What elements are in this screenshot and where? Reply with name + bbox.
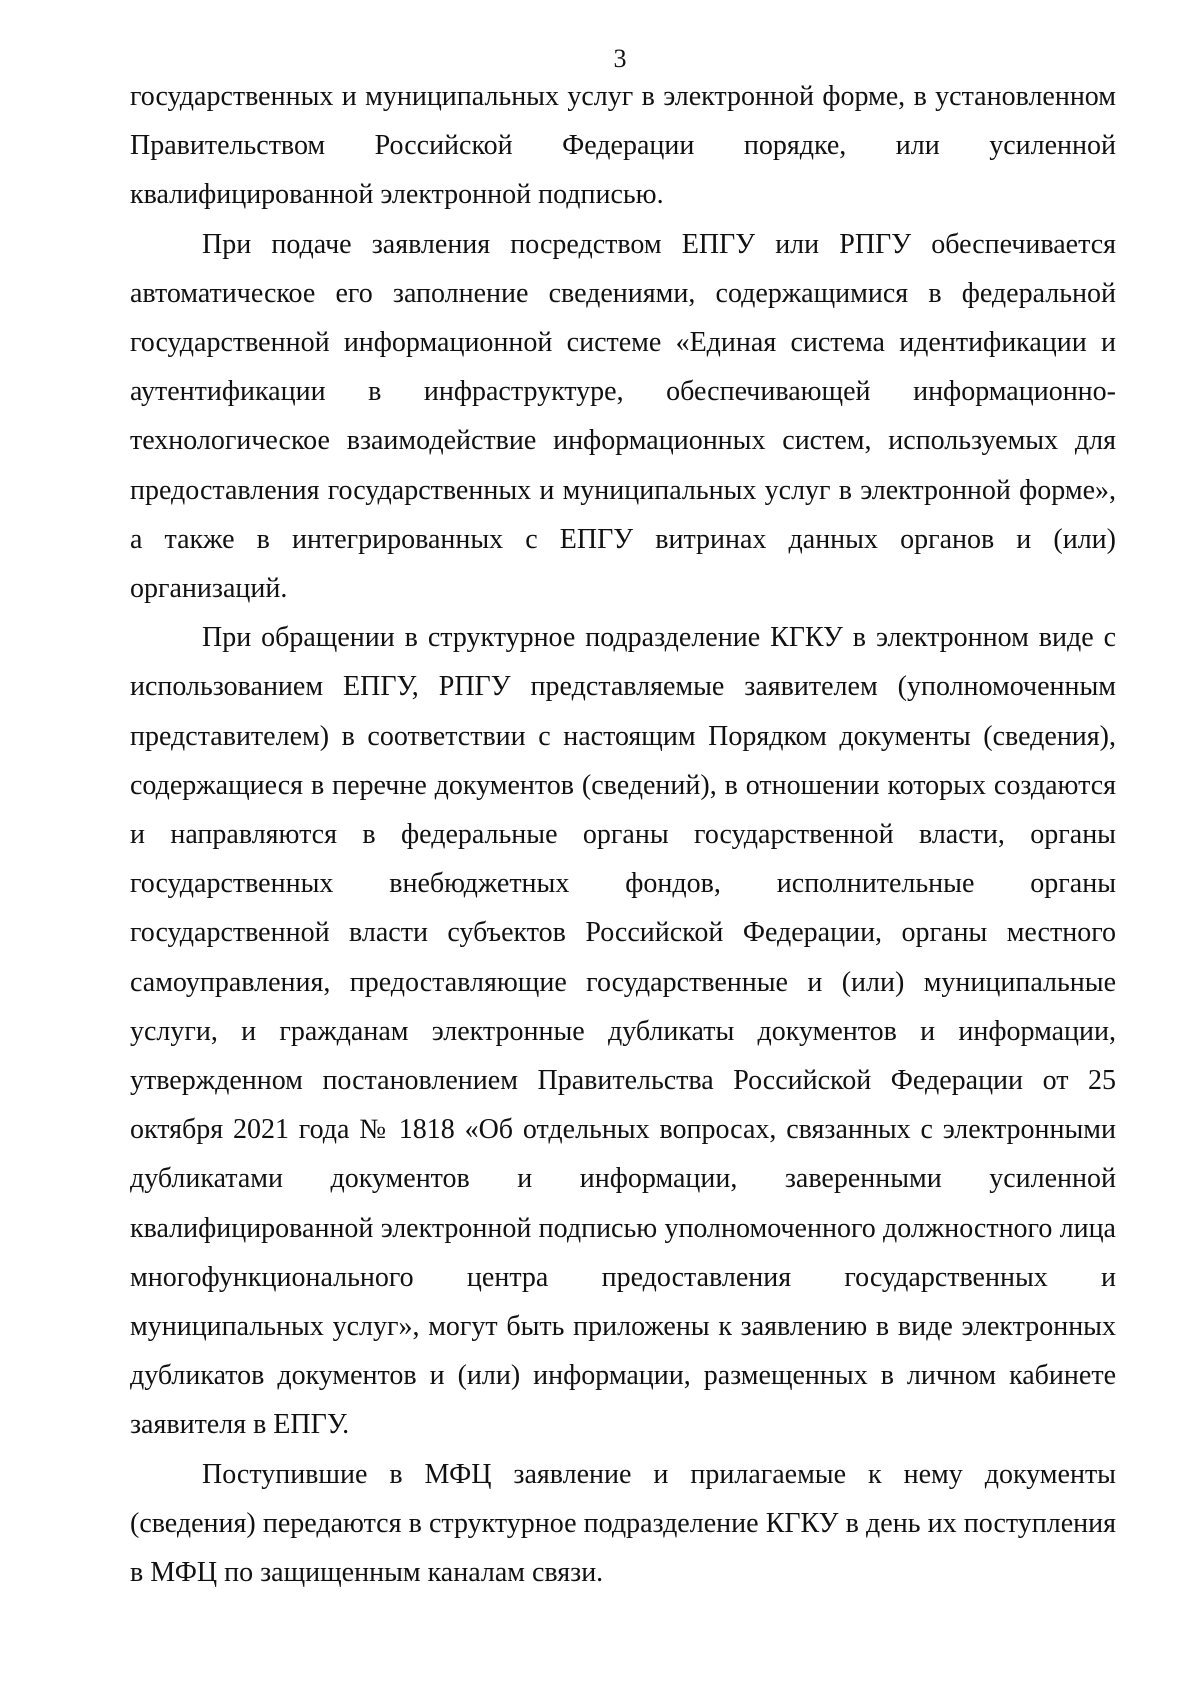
paragraph-continuation: государственных и муниципальных услуг в электронной форме, в установленном Правительством Российской Федерации порядке, или усиленной квалифицированной электронной подписью. (130, 81, 1116, 211)
document-body (130, 72, 1116, 1597)
paragraph-epgu-autofill: При подаче заявления посредством ЕПГУ или РПГУ обеспечивается автоматическое его заполнение сведениями, содержащимися в федеральной государственной информационной системе «Единая система идентификации и аутентификации в инфраструктуре, обеспечивающей информационно-технологическое взаимодействие информационных систем, используемых для предоставления государственных и муниципальных услуг в электронной форме», а также в интегрированных с ЕПГУ витринах данных органов и (или) организаций. (130, 228, 1116, 605)
page-number: 3 (613, 44, 627, 73)
paragraph-mfc-transfer: Поступившие в МФЦ заявление и прилагаемые к нему документы (сведения) передаются в структурное подразделение КГКУ в день их поступления в МФЦ по защищенным каналам связи. (130, 1458, 1116, 1589)
paragraph-electronic-duplicates: При обращении в структурное подразделение КГКУ в электронном виде с использованием ЕПГУ, РПГУ представляемые заявителем (уполномоченным представителем) в соответствии с настоящим Порядком документы (сведения), содержащиеся в перечне документов (сведений), в отношении которых создаются и направляются в федеральные органы государственной власти, органы государственных внебюджетных фондов, исполнительные органы государственной власти субъектов Российской Федерации, органы местного самоуправления, предоставляющие государственные и (или) муниципальные услуги, и гражданам электронные дубликаты документов и информации, утвержденном постановлением Правительства Российской Федерации от 25 октября 2021 года № 1818 «Об отдельных вопросах, связанных с электронными дубликатами документов и информации, заверенными усиленной квалифицированной электронной подписью уполномоченного должностного лица многофункционального центра предоставления государственных и муниципальных услуг», могут быть приложены к заявлению в виде электронных дубликатов документов и (или) информации, размещенных в личном кабинете заявителя в ЕПГУ. (130, 622, 1116, 1441)
